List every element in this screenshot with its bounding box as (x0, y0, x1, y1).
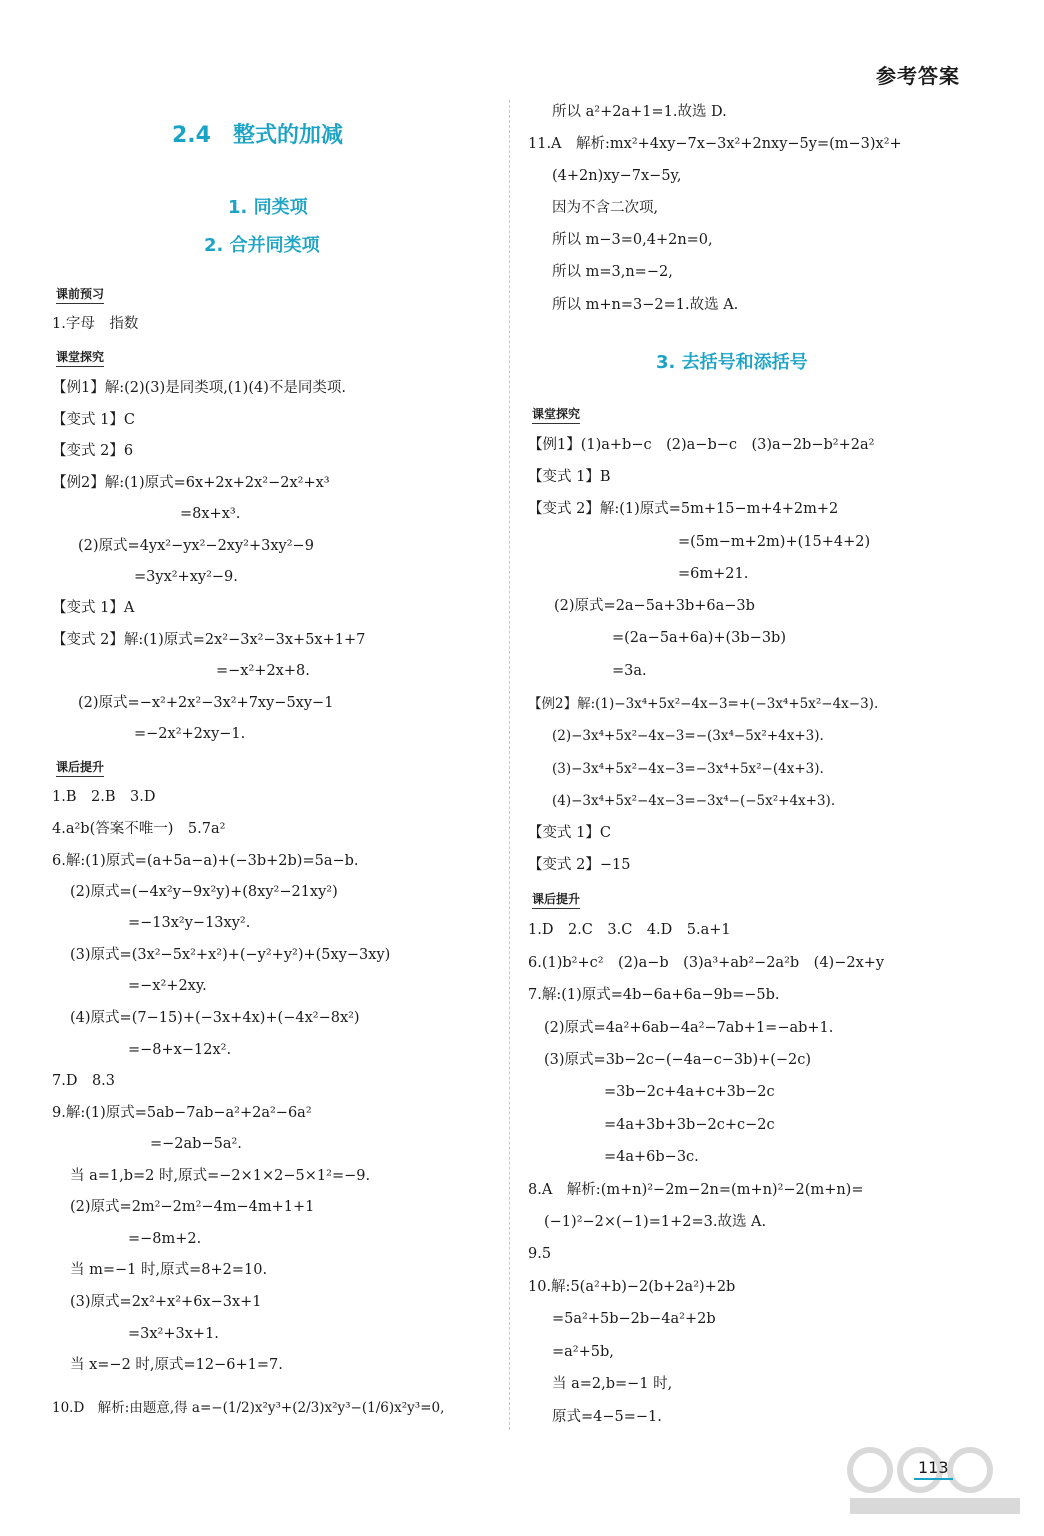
answer-line: (3)−3x⁴+5x²−4x−3=−3x⁴+5x²−(4x+3). (552, 761, 824, 777)
answer-line: 当 x=−2 时,原式=12−6+1=7. (70, 1357, 283, 1373)
answer-line: 1.字母 指数 (52, 316, 139, 332)
answer-line: (4)−3x⁴+5x²−4x−3=−3x⁴−(−5x²+4x+3). (552, 793, 836, 809)
subsection-title: 1. 同类项 (228, 197, 308, 218)
answer-line: 7.解:(1)原式=4b−6a+6a−9b=−5b. (528, 987, 780, 1003)
subsection-title: 2. 合并同类项 (204, 235, 320, 256)
answer-line: =(2a−5a+6a)+(3b−3b) (612, 630, 786, 646)
answer-line: 【例2】解:(1)原式=6x+2x+2x²−2x²+x³ (52, 475, 330, 491)
answer-line: 【变式 1】A (52, 600, 135, 616)
after-class-label: 课后提升 (56, 760, 105, 774)
answer-line: 因为不含二次项, (552, 200, 659, 216)
answer-line: 9.解:(1)原式=5ab−7ab−a²+2a²−6a² (52, 1105, 312, 1121)
answer-line: (2)原式=2m²−2m²−4m−4m+1+1 (70, 1199, 315, 1215)
answer-line: (4+2n)xy−7x−5y, (552, 168, 682, 184)
answer-line: 7.D 8.3 (52, 1073, 116, 1089)
answer-line: 4.a²b(答案不唯一) 5.7a² (52, 821, 226, 837)
answer-line: (3)原式=3b−2c−(−4a−c−3b)+(−2c) (544, 1052, 812, 1068)
answer-line: =−13x²y−13xy². (128, 915, 251, 931)
answer-line: =3x²+3x+1. (128, 1326, 219, 1342)
page-number: 113 (918, 1458, 949, 1477)
answer-line: 6.解:(1)原式=(a+5a−a)+(−3b+2b)=5a−b. (52, 853, 359, 869)
answer-line: =3b−2c+4a+c+3b−2c (604, 1084, 775, 1100)
answer-line: 【变式 1】C (52, 412, 135, 428)
explore-label: 课堂探究 (56, 350, 105, 364)
answer-line: =6m+21. (678, 566, 749, 582)
answer-line: 9.5 (528, 1246, 552, 1262)
answer-line: 所以 a²+2a+1=1.故选 D. (552, 104, 727, 120)
answer-line: =−2ab−5a². (150, 1136, 242, 1152)
answer-line: =8x+x³. (180, 506, 241, 522)
answer-line: 【例1】解:(2)(3)是同类项,(1)(4)不是同类项. (52, 380, 346, 396)
answer-line: =−x²+2xy. (128, 978, 207, 994)
answer-line: 8.A 解析:(m+n)²−2m−2n=(m+n)²−2(m+n)= (528, 1182, 864, 1198)
answer-line: 原式=4−5=−1. (552, 1409, 662, 1425)
answer-line: (−1)²−2×(−1)=1+2=3.故选 A. (544, 1214, 767, 1230)
explore-label: 课堂探究 (532, 407, 581, 421)
answer-line: 所以 m−3=0,4+2n=0, (552, 232, 713, 248)
watermark-logo-icon (840, 1440, 1030, 1520)
answer-line: =−2x²+2xy−1. (134, 726, 246, 742)
answer-line: (2)−3x⁴+5x²−4x−3=−(3x⁴−5x²+4x+3). (552, 728, 824, 744)
answer-line: =4a+6b−3c. (604, 1149, 699, 1165)
answer-line: =3yx²+xy²−9. (134, 569, 238, 585)
answer-line: (4)原式=(7−15)+(−3x+4x)+(−4x²−8x²) (70, 1010, 360, 1026)
section-title: 2.4 整式的加减 (172, 123, 343, 148)
answer-line: (2)原式=4yx²−yx²−2xy²+3xy²−9 (78, 538, 314, 554)
answer-line: 1.B 2.B 3.D (52, 789, 156, 805)
answer-line: =−x²+2x+8. (216, 663, 310, 679)
answer-line: 当 m=−1 时,原式=8+2=10. (70, 1262, 268, 1278)
answer-line: (3)原式=2x²+x²+6x−3x+1 (70, 1294, 262, 1310)
answer-line: 【变式 2】−15 (528, 857, 631, 873)
answer-line: =−8+x−12x². (128, 1042, 232, 1058)
answer-line: 【变式 1】B (528, 469, 611, 485)
answer-line: 所以 m+n=3−2=1.故选 A. (552, 297, 739, 313)
answer-line: (2)原式=4a²+6ab−4a²−7ab+1=−ab+1. (544, 1020, 834, 1036)
after-class-label: 课后提升 (532, 892, 581, 906)
answer-line: 【变式 2】6 (52, 443, 134, 459)
answer-line: (2)原式=(−4x²y−9x²y)+(8xy²−21xy²) (70, 884, 338, 900)
answer-line: 【变式 1】C (528, 825, 611, 841)
answer-line: (2)原式=−x²+2x²−3x²+7xy−5xy−1 (78, 695, 334, 711)
answer-line: =(5m−m+2m)+(15+4+2) (678, 534, 871, 550)
answer-line: 所以 m=3,n=−2, (552, 264, 673, 280)
answer-line: 10.解:5(a²+b)−2(b+2a²)+2b (528, 1279, 736, 1295)
answer-line: 当 a=1,b=2 时,原式=−2×1×2−5×1²=−9. (70, 1168, 371, 1184)
answer-line: 6.(1)b²+c² (2)a−b (3)a³+ab²−2a²b (4)−2x+y (528, 955, 885, 971)
answer-line: 1.D 2.C 3.C 4.D 5.a+1 (528, 922, 731, 938)
answer-line: =4a+3b+3b−2c+c−2c (604, 1117, 775, 1133)
page-header: 参考答案 (876, 64, 960, 88)
answer-line: (2)原式=2a−5a+3b+6a−3b (554, 598, 755, 614)
answer-line: =3a. (612, 663, 647, 679)
subsection-title: 3. 去括号和添括号 (656, 352, 808, 373)
answer-line: 【变式 2】解:(1)原式=2x²−3x²−3x+5x+1+7 (52, 632, 366, 648)
answer-line: =5a²+5b−2b−4a²+2b (552, 1311, 716, 1327)
answer-line: 11.A 解析:mx²+4xy−7x−3x²+2nxy−5y=(m−3)x²+ (528, 136, 902, 152)
answer-line: =a²+5b, (552, 1344, 614, 1360)
answer-line: =−8m+2. (128, 1231, 202, 1247)
answer-line: (3)原式=(3x²−5x²+x²)+(−y²+y²)+(5xy−3xy) (70, 947, 391, 963)
preview-label: 课前预习 (56, 287, 105, 301)
answer-line: 【变式 2】解:(1)原式=5m+15−m+4+2m+2 (528, 501, 839, 517)
answer-line: 10.D 解析:由题意,得 a=−(1/2)x²y³+(2/3)x²y³−(1/6)x²y³=0, (52, 1400, 445, 1416)
answer-line: 【例1】(1)a+b−c (2)a−b−c (3)a−2b−b²+2a² (528, 437, 875, 453)
column-divider (509, 100, 510, 1430)
answer-line: 当 a=2,b=−1 时, (552, 1376, 673, 1392)
answer-line: 【例2】解:(1)−3x⁴+5x²−4x−3=+(−3x⁴+5x²−4x−3). (528, 696, 879, 712)
